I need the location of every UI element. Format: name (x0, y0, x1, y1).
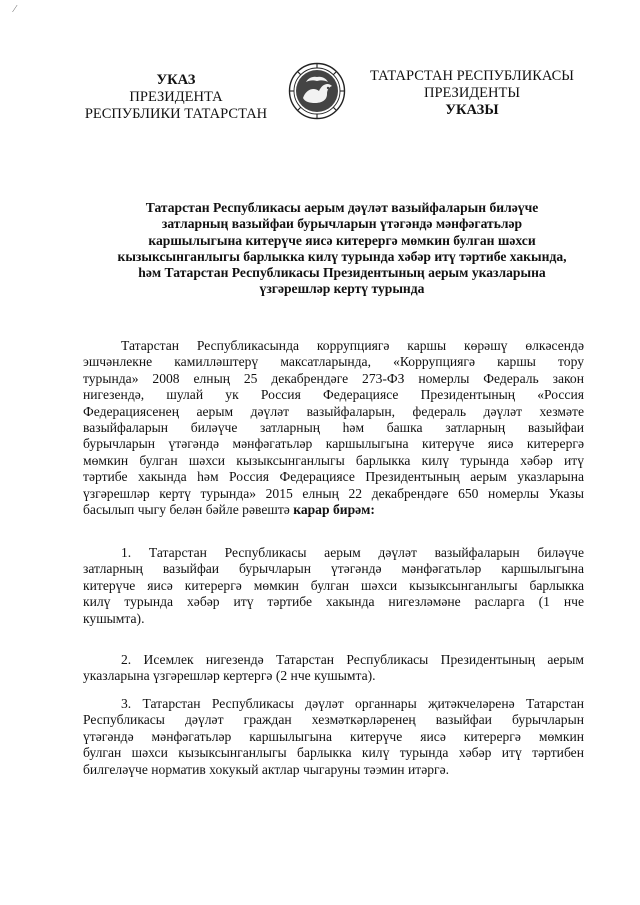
paragraph-line: бурычларын үтәгәндә мәнфәгатьләр каршылыгына китерүче яисә китерергә (83, 436, 584, 452)
paragraph-line: мөмкин булган шәхси кызыксынганлыгы барлыкка килү турында хәбәр итү (83, 452, 584, 468)
preamble-last-text: басылып чыгу белән бәйле рәвештә (83, 502, 294, 518)
title-line: һәм Татарстан Республикасы Президентының аерым указларына (138, 265, 546, 281)
paragraph-line: тәртибе хакында һәм Россия Федерациясе Президентының аерым указларына (83, 469, 584, 485)
paragraph-line: 2. Исемлек нигезендә Татарстан Республикасы Президентының аерым (121, 652, 584, 667)
paragraph-line: китерүче яисә китерергә мөмкин булган шәхси кызыксынганлыгы барлыкка (83, 577, 584, 593)
title-line: кызыксынганлыгы барлыкка килү турында хәбәр итү тәртибе хакында, (117, 248, 567, 264)
paragraph-line: нигезендә, шулай ук Россия Федерациясе Президентының «Россия (83, 387, 584, 403)
title-line: үзгәрешләр кертү турында (259, 281, 425, 297)
header-left-russian (78, 72, 274, 123)
title-line: Татарстан Республикасы аерым дәүләт вазыйфаларын биләүче (145, 200, 539, 215)
pen-mark: ⁄ (14, 4, 16, 15)
paragraph-line: затларның вазыйфаи бурычларын үтәгәндә мәнфәгатьләр каршылыгына (83, 561, 584, 577)
paragraph-line: указларына үзгәрешләр кертергә (2 нче кушымта). (83, 668, 376, 684)
paragraph-line: булган шәхси кызыксынганлыгы барлыкка килү турында хәбәр итү тәртибен (83, 745, 584, 761)
decree-phrase: карар бирәм: (293, 502, 375, 518)
coat-of-arms-icon (288, 62, 346, 120)
paragraph-line: Федерациясенең аерым дәүләт вазыйфаларын, федераль дәүләт хезмәте (83, 403, 584, 419)
paragraph-line: кушымта). (83, 610, 145, 626)
paragraph-line: үтәгәндә мәнфәгатьләр каршылыгына китерүче яисә китерергә мөмкин (83, 728, 584, 744)
paragraph-line: Татарстан Республикасында коррупциягә каршы көрәшү өлкәсендә (121, 338, 584, 353)
paragraph-line: килү турында хәбәр итү тәртибе хакында нигезләмәне расларга (1 нче (83, 594, 584, 610)
header-left-line: РЕСПУБЛИКИ ТАТАРСТАН (84, 106, 268, 122)
paragraph-line: вазыйфаларын биләүче затларның һәм башка затларның вазыйфаи (83, 420, 584, 436)
paragraph-line: эшчәнлекне камилләштерү максатларында, «Коррупциягә каршы тору (83, 354, 584, 370)
paragraph-line: 1. Татарстан Республикасы аерым дәүләт вазыйфаларын биләүче (121, 545, 584, 560)
paragraph-line: Республикасы дәүләт граждан хезмәткәрләренең вазыйфаи бурычларын (83, 712, 584, 728)
header-left-line: ПРЕЗИДЕНТА (129, 89, 223, 105)
item-2 (83, 652, 584, 685)
header-right-line: ПРЕЗИДЕНТЫ (423, 85, 521, 101)
preamble-paragraph (83, 338, 584, 518)
paragraph-line: үзгәрешләр кертү турында» 2015 елның 22 декабрендәге 650 номерлы Указы (83, 485, 584, 501)
header-right-tatar (362, 68, 582, 119)
item-1 (83, 545, 584, 627)
item-3 (83, 696, 584, 778)
title-line: затларның вазыйфаи бурычларын үтәгәндә мәнфәгатьләр (161, 216, 523, 232)
header-right-line: ТАТАРСТАН РЕСПУБЛИКАСЫ (370, 68, 574, 84)
paragraph-line: турында» 2008 елның 25 декабрендәге 273-ФЗ номерлы Федераль закон (83, 370, 584, 386)
header-left-line: УКАЗ (156, 72, 196, 88)
paragraph-line: билгеләүче норматив хокукый актлар чыгаруны тәэмин итәргә. (83, 761, 450, 777)
paragraph-line (83, 502, 584, 518)
header-right-line: УКАЗЫ (445, 102, 499, 118)
title-line: каршылыгына китерүче яисә китерергә мөмкин булган шәхси (148, 232, 536, 248)
decree-title (100, 200, 584, 298)
paragraph-line: 3. Татарстан Республикасы дәүләт органнары җитәкчеләренә Татарстан (121, 696, 584, 711)
